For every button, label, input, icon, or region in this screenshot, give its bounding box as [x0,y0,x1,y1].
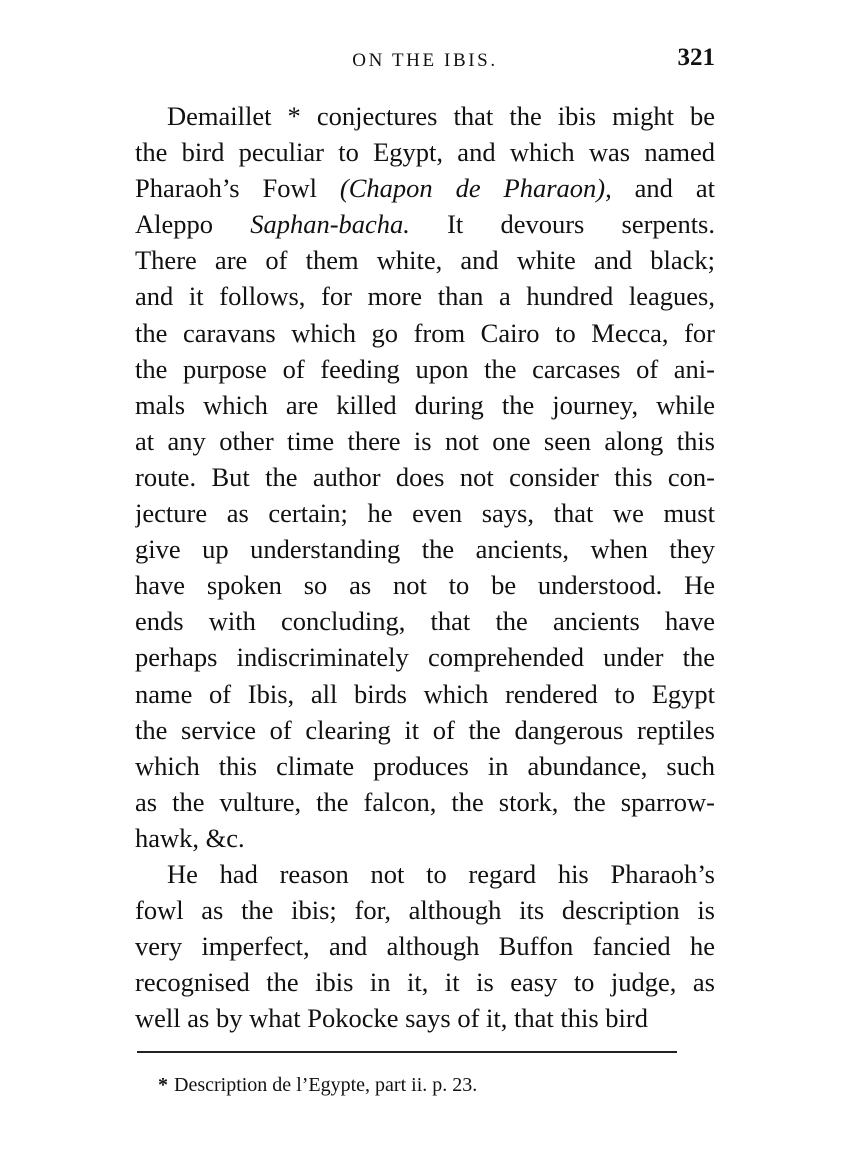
footnote-marker: * [158,1074,168,1096]
text-line [135,531,715,567]
line-text: Demaillet * conjectures that the ibis might be [167,101,715,131]
line-text: very imperfect, and although Buffon fancied he [135,931,715,962]
text-line [135,206,715,242]
line-text: fowl as the ibis; for, although its description is [135,895,715,926]
text-line [135,459,715,495]
body-text [135,98,715,1036]
text-line [135,748,715,784]
text-line [135,856,715,892]
line-text: and it follows, for more than a hundred leagues, [135,281,715,312]
line-text: mals which are killed during the journey, while [135,389,715,420]
text-line [135,1000,715,1036]
line-text: the bird peculiar to Egypt, and which was named [135,137,715,168]
line-text: as the vulture, the falcon, the stork, the sparrow- [135,786,715,817]
paragraph [135,856,715,1036]
line-text: and at [611,173,715,204]
line-text: route. But the author does not consider this con- [135,461,715,492]
line-text: which this climate produces in abundance, such [135,750,715,781]
running-title: ON THE IBIS. [352,50,498,71]
text-line [135,892,715,928]
text-line [135,315,715,351]
line-text: There are of them white, and white and black; [135,245,715,276]
line-text: hawk, &c. [135,822,245,853]
text-line [135,820,715,856]
text-line [135,639,715,675]
text-line [135,242,715,278]
line-text: Pharaoh’s Fowl [135,173,340,204]
text-line [135,423,715,459]
line-text: It devours serpents. [409,209,715,240]
italic-text: (Chapon de Pharaon), [339,173,612,204]
page-number: 321 [677,44,715,71]
text-line [135,278,715,314]
text-line [135,170,715,206]
footnote-text: Description de l’Egypte, part ii. p. 23. [174,1074,478,1096]
text-line [135,964,715,1000]
line-text: He had reason not to regard his Pharaoh’s [167,858,715,889]
text-line [135,387,715,423]
text-line [135,495,715,531]
text-line [135,567,715,603]
italic-text: Saphan-bacha. [250,209,410,240]
line-text: give up understanding the ancients, when they [135,534,715,565]
text-line [135,603,715,639]
footnote-rule [137,1051,677,1053]
line-text: recognised the ibis in it, it is easy to judge, as [135,967,715,998]
line-text: name of Ibis, all birds which rendered to Egypt [135,678,715,709]
line-text: perhaps indiscriminately comprehended under the [135,642,715,673]
text-line [135,928,715,964]
line-text: Aleppo [135,209,251,240]
text-line [135,784,715,820]
line-text: the purpose of feeding upon the carcases of ani- [135,353,715,384]
text-line [135,351,715,387]
line-text: the caravans which go from Cairo to Mecca, for [135,317,715,348]
line-text: jecture as certain; he even says, that we must [135,498,715,529]
paragraph [135,98,715,856]
line-text: ends with concluding, that the ancients have [135,606,715,637]
line-text: the service of clearing it of the dangerous reptiles [135,714,715,745]
line-text: well as by what Pokocke says of it, that this bird [135,1003,648,1034]
text-line [135,712,715,748]
text-line [135,676,715,712]
running-head [135,44,715,78]
text-line [135,134,715,170]
footnote [158,1074,477,1097]
line-text: at any other time there is not one seen along this [135,425,715,456]
text-line [135,98,715,134]
line-text: have spoken so as not to be understood. He [135,570,715,601]
